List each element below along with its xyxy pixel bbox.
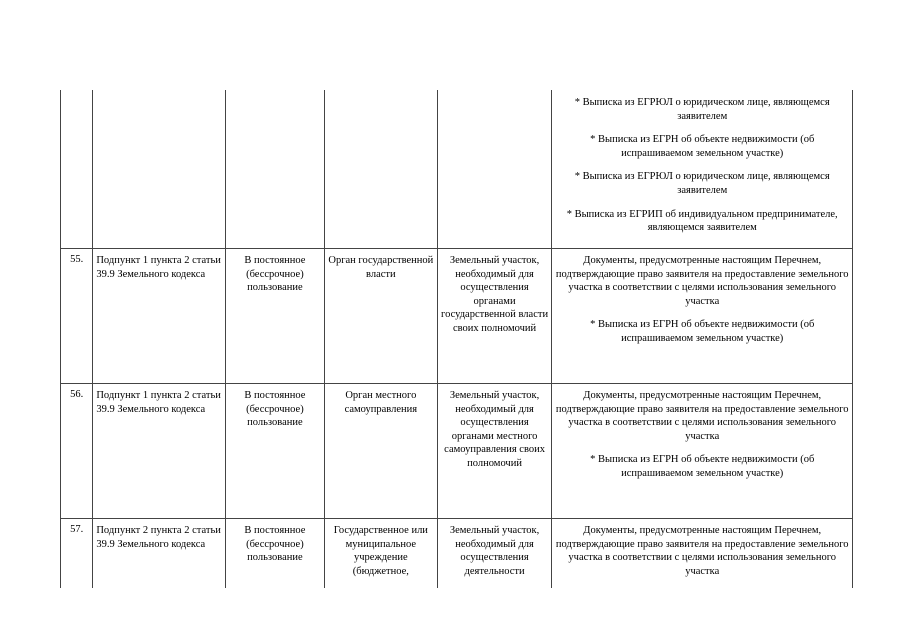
land-plot-purpose: Земельный участок, необходимый для осуществления деятельности [437, 519, 552, 589]
cell-right-type [225, 90, 324, 249]
land-plot-purpose: Земельный участок, необходимый для осуществления органами государственной власти своих полномочий [437, 249, 552, 384]
legal-basis: Подпункт 1 пункта 2 статьи 39.9 Земельного кодекса [93, 384, 226, 519]
legal-basis: Подпункт 2 пункта 2 статьи 39.9 Земельного кодекса [93, 519, 226, 589]
legal-basis: Подпункт 1 пункта 2 статьи 39.9 Земельного кодекса [93, 249, 226, 384]
document-item: * Выписка из ЕГРЮЛ о юридическом лице, являющемся заявителем [574, 171, 830, 196]
land-plot-purpose: Земельный участок, необходимый для осуществления органами местного самоуправления своих полномочий [437, 384, 552, 519]
document-item: Документы, предусмотренные настоящим Перечнем, подтверждающие право заявителя на предоставление земельного участка в соответствии с целями использования земельного участка [555, 525, 849, 577]
right-type: В постоянное (бессрочное) пользование [225, 249, 324, 384]
cell-number [61, 90, 93, 249]
cell-plot [437, 90, 552, 249]
cell-documents [552, 249, 853, 384]
document-item: Документы, предусмотренные настоящим Перечнем, подтверждающие право заявителя на предоставление земельного участка в соответствии с целями использования земельного участка [555, 255, 849, 307]
cell-basis [93, 90, 226, 249]
document-item: * Выписка из ЕГРН об объекте недвижимости (об испрашиваемом земельном участке) [590, 134, 815, 159]
cell-documents [552, 384, 853, 519]
document-item: Документы, предусмотренные настоящим Перечнем, подтверждающие право заявителя на предоставление земельного участка в соответствии с целями использования земельного участка [555, 390, 849, 442]
holder: Орган государственной власти [324, 249, 437, 384]
cell-documents [552, 90, 853, 249]
row-number: 56. [61, 384, 93, 519]
cell-documents [552, 519, 853, 589]
cell-holder [324, 90, 437, 249]
holder: Орган местного самоуправления [324, 384, 437, 519]
holder: Государственное или муниципальное учреждение (бюджетное, [324, 519, 437, 589]
document-item: * Выписка из ЕГРН об объекте недвижимости (об испрашиваемом земельном участке) [590, 319, 815, 344]
row-number: 55. [61, 249, 93, 384]
table-row [61, 384, 853, 519]
row-number: 57. [61, 519, 93, 589]
right-type: В постоянное (бессрочное) пользование [225, 519, 324, 589]
document-item: * Выписка из ЕГРИП об индивидуальном предпринимателе, являющемся заявителем [566, 208, 838, 234]
land-plot-documents-table [60, 90, 853, 588]
table-row [61, 249, 853, 384]
right-type: В постоянное (бессрочное) пользование [225, 384, 324, 519]
table-row-continuation [61, 90, 853, 249]
document-item: * Выписка из ЕГРЮЛ о юридическом лице, являющемся заявителем [574, 97, 830, 122]
document-item: * Выписка из ЕГРН об объекте недвижимости (об испрашиваемом земельном участке) [590, 454, 815, 479]
table-row [61, 519, 853, 589]
